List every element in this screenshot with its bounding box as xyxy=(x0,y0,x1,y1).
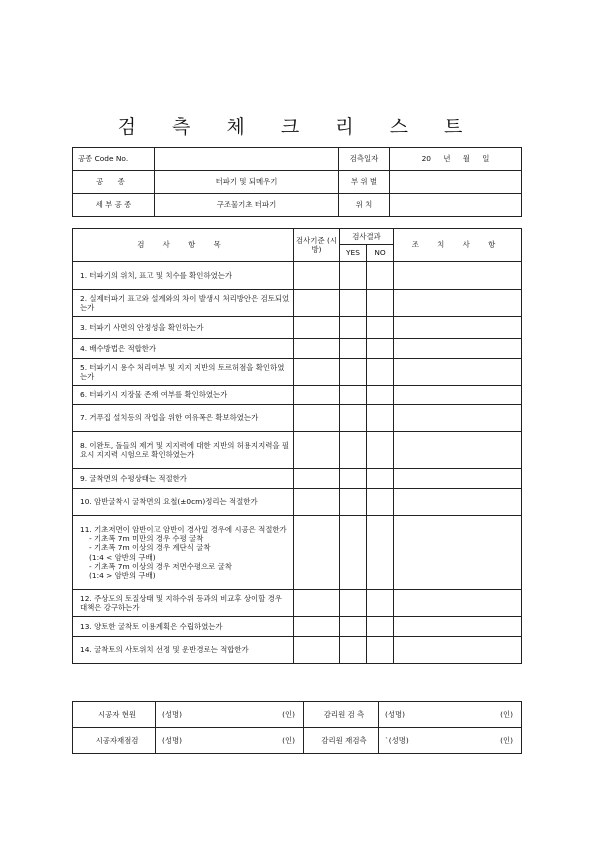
material-check-name-hint: (성명) xyxy=(162,735,183,745)
project-code-field[interactable] xyxy=(155,148,339,171)
checklist-standard-cell[interactable] xyxy=(294,489,340,516)
checklist-standard-cell[interactable] xyxy=(294,590,340,617)
checklist-item-text xyxy=(73,637,294,664)
checklist-body xyxy=(73,262,522,664)
checklist-row xyxy=(73,617,522,637)
checklist-standard-cell[interactable] xyxy=(294,405,340,432)
checklist-row xyxy=(73,432,522,469)
signature-table xyxy=(72,701,522,754)
checklist-standard-cell[interactable] xyxy=(294,317,340,339)
checklist-subitem: - 기초폭 7m 미만의 경우 수평 굴착 xyxy=(89,534,204,544)
checklist-row xyxy=(73,339,522,359)
checklist-no-cell[interactable] xyxy=(367,469,394,489)
checklist-action-cell[interactable] xyxy=(394,339,522,359)
checklist-standard-cell[interactable] xyxy=(294,637,340,664)
checklist-no-cell[interactable] xyxy=(367,516,394,590)
checklist-row xyxy=(73,290,522,317)
header-item: 검 사 항 목 xyxy=(73,229,294,262)
checklist-action-cell[interactable] xyxy=(394,386,522,405)
detail-field[interactable]: 구조물기초 터파기 xyxy=(155,194,339,217)
checklist-standard-cell[interactable] xyxy=(294,359,340,386)
checklist-item-text xyxy=(73,359,294,386)
reinspection-label: 감리원 재검측 xyxy=(304,728,379,754)
checklist-action-cell[interactable] xyxy=(394,432,522,469)
inspection-date-label: 검측일자 xyxy=(339,148,390,171)
checklist-row xyxy=(73,516,522,590)
checklist-subitem: (1:4 < 암반의 구배) xyxy=(89,552,156,562)
checklist-item-label: 8. 이완토, 돌들의 제거 및 지지력에 대한 지반의 허용지지력을 필요시 지지력 시험으로 확인하였는가 xyxy=(80,440,290,459)
contractor-name-hint: (성명) xyxy=(162,709,183,719)
work-type-field[interactable]: 터파기 및 되메우기 xyxy=(155,171,339,194)
checklist-standard-cell[interactable] xyxy=(294,516,340,590)
supervisor-label: 감리원 검 측 xyxy=(304,702,379,728)
checklist-item-label: 9. 굴착면의 수평상태는 적절한가 xyxy=(80,473,187,483)
checklist-subitem: - 기초폭 7m 이상의 경우 계단식 굴착 xyxy=(89,543,211,553)
checklist-table xyxy=(72,228,522,664)
checklist-no-cell[interactable] xyxy=(367,290,394,317)
header-result: 검사결과 xyxy=(340,229,394,245)
project-code-label: 공종 Code No. xyxy=(73,148,155,171)
checklist-row xyxy=(73,386,522,405)
checklist-item-text xyxy=(73,432,294,469)
part-label: 부 위 별 xyxy=(339,171,390,194)
reinspection-seal-hint: (인) xyxy=(500,735,513,745)
checklist-no-cell[interactable] xyxy=(367,637,394,664)
checklist-no-cell[interactable] xyxy=(367,590,394,617)
checklist-item-text xyxy=(73,469,294,489)
checklist-action-cell[interactable] xyxy=(394,469,522,489)
checklist-no-cell[interactable] xyxy=(367,317,394,339)
page-title: 검 측 체 크 리 스 트 xyxy=(117,116,478,138)
location-label: 위 치 xyxy=(339,194,390,217)
reinspection-name-hint: `(성명) xyxy=(385,735,409,745)
checklist-yes-cell[interactable] xyxy=(340,469,367,489)
checklist-subitem: - 기초폭 7m 이상의 경우 저면수평으로 굴착 xyxy=(89,561,232,571)
checklist-row xyxy=(73,405,522,432)
material-check-sign-field[interactable] xyxy=(156,728,304,754)
checklist-action-cell[interactable] xyxy=(394,637,522,664)
checklist-item-label: 11. 기초저면이 암반이고 암반이 경사일 경우에 시공은 적절한가 xyxy=(80,524,287,534)
checklist-yes-cell[interactable] xyxy=(340,489,367,516)
checklist-item-label: 6. 터파기시 지장물 존재 여부를 확인하였는가 xyxy=(80,390,228,400)
checklist-standard-cell[interactable] xyxy=(294,617,340,637)
checklist-row xyxy=(73,489,522,516)
supervisor-name-hint: (성명) xyxy=(385,709,406,719)
checklist-standard-cell[interactable] xyxy=(294,469,340,489)
checklist-item-label: 12. 주상도의 토질상태 및 지하수위 등과의 비교후 상이할 경우 대책은 강구하는가 xyxy=(80,593,282,612)
checklist-item-text xyxy=(73,262,294,290)
checklist-item-text xyxy=(73,405,294,432)
checklist-row xyxy=(73,262,522,290)
header-no: NO xyxy=(367,245,394,262)
checklist-yes-cell[interactable] xyxy=(340,617,367,637)
checklist-yes-cell[interactable] xyxy=(340,386,367,405)
checklist-row xyxy=(73,359,522,386)
checklist-yes-cell[interactable] xyxy=(340,637,367,664)
supervisor-sign-field[interactable] xyxy=(379,702,522,728)
header-action: 조 치 사 항 xyxy=(394,229,522,262)
checklist-no-cell[interactable] xyxy=(367,359,394,386)
checklist-yes-cell[interactable] xyxy=(340,516,367,590)
checklist-row xyxy=(73,590,522,617)
checklist-action-cell[interactable] xyxy=(394,317,522,339)
checklist-row xyxy=(73,469,522,489)
material-check-seal-hint: (인) xyxy=(282,735,295,745)
checklist-no-cell[interactable] xyxy=(367,617,394,637)
checklist-item-label: 4. 배수방법은 적합한가 xyxy=(80,343,157,353)
checklist-item-text xyxy=(73,516,294,590)
checklist-subitem: (1:4 > 암반의 구배) xyxy=(89,570,156,580)
checklist-item-text xyxy=(73,339,294,359)
checklist-yes-cell[interactable] xyxy=(340,339,367,359)
contractor-sign-field[interactable] xyxy=(156,702,304,728)
location-field[interactable] xyxy=(390,194,522,217)
checklist-action-cell[interactable] xyxy=(394,516,522,590)
checklist-standard-cell[interactable] xyxy=(294,339,340,359)
checklist-action-cell[interactable] xyxy=(394,489,522,516)
checklist-action-cell[interactable] xyxy=(394,590,522,617)
checklist-yes-cell[interactable] xyxy=(340,359,367,386)
checklist-item-text xyxy=(73,290,294,317)
material-check-label: 시공자재점검 xyxy=(73,728,156,754)
checklist-yes-cell[interactable] xyxy=(340,590,367,617)
detail-label: 세 부 공 종 xyxy=(73,194,155,217)
checklist-item-label: 10. 암반굴착시 굴착면의 요철(±0cm)정리는 적절한가 xyxy=(80,497,258,507)
inspection-date-field[interactable]: 20 년 월 일 xyxy=(390,148,522,171)
checklist-standard-cell[interactable] xyxy=(294,386,340,405)
checklist-action-cell[interactable] xyxy=(394,359,522,386)
checklist-item-text xyxy=(73,617,294,637)
checklist-action-cell[interactable] xyxy=(394,617,522,637)
reinspection-sign-field[interactable] xyxy=(379,728,522,754)
checklist-item-label: 5. 터파기시 용수 처리여부 및 지지 지반의 토르허점을 확인하였는가 xyxy=(80,362,285,381)
checklist-row xyxy=(73,317,522,339)
checklist-item-label: 3. 터파기 사면의 안정성을 확인하는가 xyxy=(80,322,204,332)
contractor-seal-hint: (인) xyxy=(282,709,295,719)
checklist-item-label: 7. 거푸집 설치등의 작업을 위한 여유폭은 확보하였는가 xyxy=(80,413,259,423)
checklist-no-cell[interactable] xyxy=(367,405,394,432)
header-standard: 검사기준 (시방) xyxy=(294,229,340,262)
work-type-label: 공 종 xyxy=(73,171,155,194)
header-yes: YES xyxy=(340,245,367,262)
checklist-item-label: 14. 굴착토의 사토위치 선정 및 운반경로는 적합한가 xyxy=(80,645,249,655)
checklist-standard-cell[interactable] xyxy=(294,290,340,317)
checklist-action-cell[interactable] xyxy=(394,262,522,290)
checklist-item-label: 2. 실제터파기 표고와 설계와의 차이 발생시 처리방안은 검토되었는가 xyxy=(80,293,290,312)
part-field[interactable] xyxy=(390,171,522,194)
checklist-no-cell[interactable] xyxy=(367,339,394,359)
contractor-label: 시공자 현원 xyxy=(73,702,156,728)
checklist-yes-cell[interactable] xyxy=(340,405,367,432)
checklist-item-text xyxy=(73,590,294,617)
checklist-no-cell[interactable] xyxy=(367,262,394,290)
checklist-no-cell[interactable] xyxy=(367,489,394,516)
checklist-standard-cell[interactable] xyxy=(294,262,340,290)
checklist-item-label: 1. 터파기의 위치, 표고 및 치수를 확인하였는가 xyxy=(80,270,233,280)
checklist-yes-cell[interactable] xyxy=(340,317,367,339)
checklist-no-cell[interactable] xyxy=(367,386,394,405)
checklist-action-cell[interactable] xyxy=(394,290,522,317)
checklist-item-text xyxy=(73,317,294,339)
checklist-yes-cell[interactable] xyxy=(340,432,367,469)
checklist-item-text xyxy=(73,489,294,516)
checklist-row xyxy=(73,637,522,664)
info-table xyxy=(72,147,522,217)
checklist-standard-cell[interactable] xyxy=(294,432,340,469)
checklist-item-text xyxy=(73,386,294,405)
checklist-yes-cell[interactable] xyxy=(340,262,367,290)
checklist-yes-cell[interactable] xyxy=(340,290,367,317)
checklist-no-cell[interactable] xyxy=(367,432,394,469)
checklist-action-cell[interactable] xyxy=(394,405,522,432)
supervisor-seal-hint: (인) xyxy=(500,709,513,719)
checklist-item-label: 13. 양토한 굴착토 이용계획은 수립하였는가 xyxy=(80,621,223,631)
